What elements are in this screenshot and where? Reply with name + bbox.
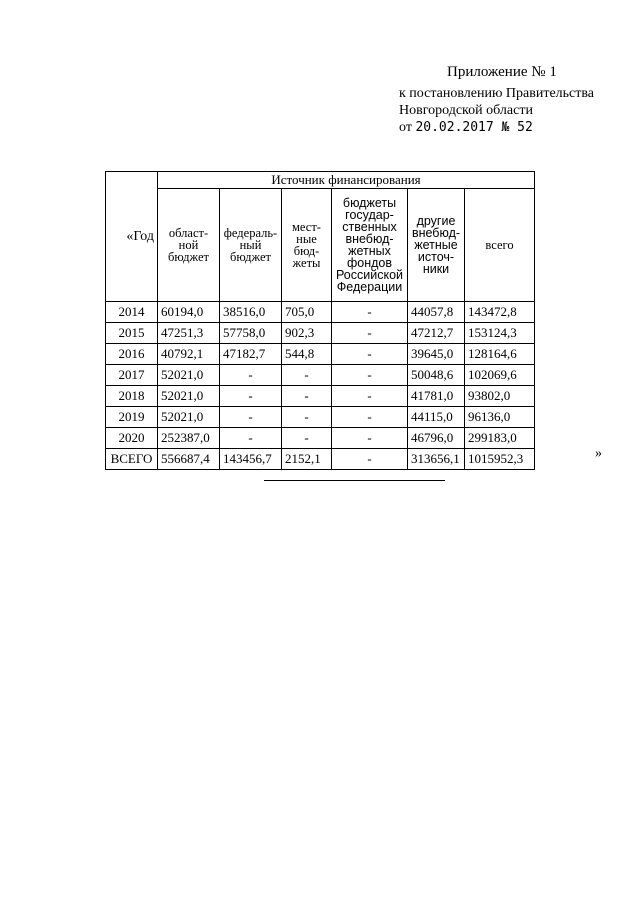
value-cell: 128164,6 (465, 344, 535, 365)
value-cell: 313656,1 (408, 449, 465, 470)
value-cell: - (332, 407, 408, 428)
value-cell: - (332, 386, 408, 407)
table-row (106, 344, 535, 365)
value-cell: - (220, 407, 282, 428)
value-cell: 1015952,3 (465, 449, 535, 470)
value-cell: 60194,0 (158, 302, 220, 323)
table-row (106, 323, 535, 344)
year-cell: 2020 (106, 428, 158, 449)
value-cell: - (282, 365, 332, 386)
column-header: другие внебюд- жетные источ- ники (408, 189, 465, 302)
decree-line-1: к постановлению Правительства (399, 86, 595, 101)
value-cell: 52021,0 (158, 365, 220, 386)
value-cell: - (332, 323, 408, 344)
year-cell: 2017 (106, 365, 158, 386)
value-cell: - (332, 449, 408, 470)
value-cell: 52021,0 (158, 386, 220, 407)
year-cell: 2014 (106, 302, 158, 323)
year-cell: 2018 (106, 386, 158, 407)
value-cell: 44057,8 (408, 302, 465, 323)
value-cell: - (282, 407, 332, 428)
table-row (106, 449, 535, 470)
value-cell: 143472,8 (465, 302, 535, 323)
value-cell: - (332, 344, 408, 365)
value-cell: - (282, 386, 332, 407)
value-cell: 47212,7 (408, 323, 465, 344)
value-cell: 143456,7 (220, 449, 282, 470)
value-cell: 544,8 (282, 344, 332, 365)
closing-quote: » (595, 446, 602, 461)
date-prefix: от (399, 120, 412, 135)
decree-date: 20.02.2017 № 52 (415, 120, 533, 135)
decree-line-2: Новгородской области (399, 103, 533, 118)
column-header: бюджеты государ- ственных внебюд- жетных фондов Российской Федерации (332, 189, 408, 302)
table-row (106, 428, 535, 449)
value-cell: 50048,6 (408, 365, 465, 386)
value-cell: 2152,1 (282, 449, 332, 470)
value-cell: 252387,0 (158, 428, 220, 449)
value-cell: 47182,7 (220, 344, 282, 365)
value-cell: - (332, 302, 408, 323)
value-cell: - (332, 428, 408, 449)
value-cell: - (220, 428, 282, 449)
value-cell: - (220, 386, 282, 407)
value-cell: 46796,0 (408, 428, 465, 449)
value-cell: 52021,0 (158, 407, 220, 428)
value-cell: 902,3 (282, 323, 332, 344)
year-cell: 2016 (106, 344, 158, 365)
value-cell: 93802,0 (465, 386, 535, 407)
column-header: федераль- ный бюджет (220, 189, 282, 302)
table-row (106, 365, 535, 386)
separator-line (264, 480, 445, 481)
value-cell: 102069,6 (465, 365, 535, 386)
table-row (106, 407, 535, 428)
value-cell: 96136,0 (465, 407, 535, 428)
value-cell: 556687,4 (158, 449, 220, 470)
decree-line-3 (399, 119, 533, 137)
year-cell: 2019 (106, 407, 158, 428)
source-header: Источник финансирования (158, 172, 535, 189)
column-header: мест- ные бюд- жеты (282, 189, 332, 302)
column-header: област- ной бюджет (158, 189, 220, 302)
value-cell: 39645,0 (408, 344, 465, 365)
year-cell: ВСЕГО (106, 449, 158, 470)
value-cell: 705,0 (282, 302, 332, 323)
value-cell: 40792,1 (158, 344, 220, 365)
value-cell: - (282, 428, 332, 449)
value-cell: - (220, 365, 282, 386)
year-cell: 2015 (106, 323, 158, 344)
value-cell: - (332, 365, 408, 386)
appendix-title: Приложение № 1 (447, 64, 557, 80)
value-cell: 44115,0 (408, 407, 465, 428)
financing-table (105, 171, 535, 470)
value-cell: 41781,0 (408, 386, 465, 407)
year-column-header: «Год (106, 172, 158, 302)
table-row (106, 386, 535, 407)
table-row (106, 302, 535, 323)
value-cell: 299183,0 (465, 428, 535, 449)
value-cell: 47251,3 (158, 323, 220, 344)
value-cell: 153124,3 (465, 323, 535, 344)
column-header: всего (465, 189, 535, 302)
value-cell: 57758,0 (220, 323, 282, 344)
value-cell: 38516,0 (220, 302, 282, 323)
